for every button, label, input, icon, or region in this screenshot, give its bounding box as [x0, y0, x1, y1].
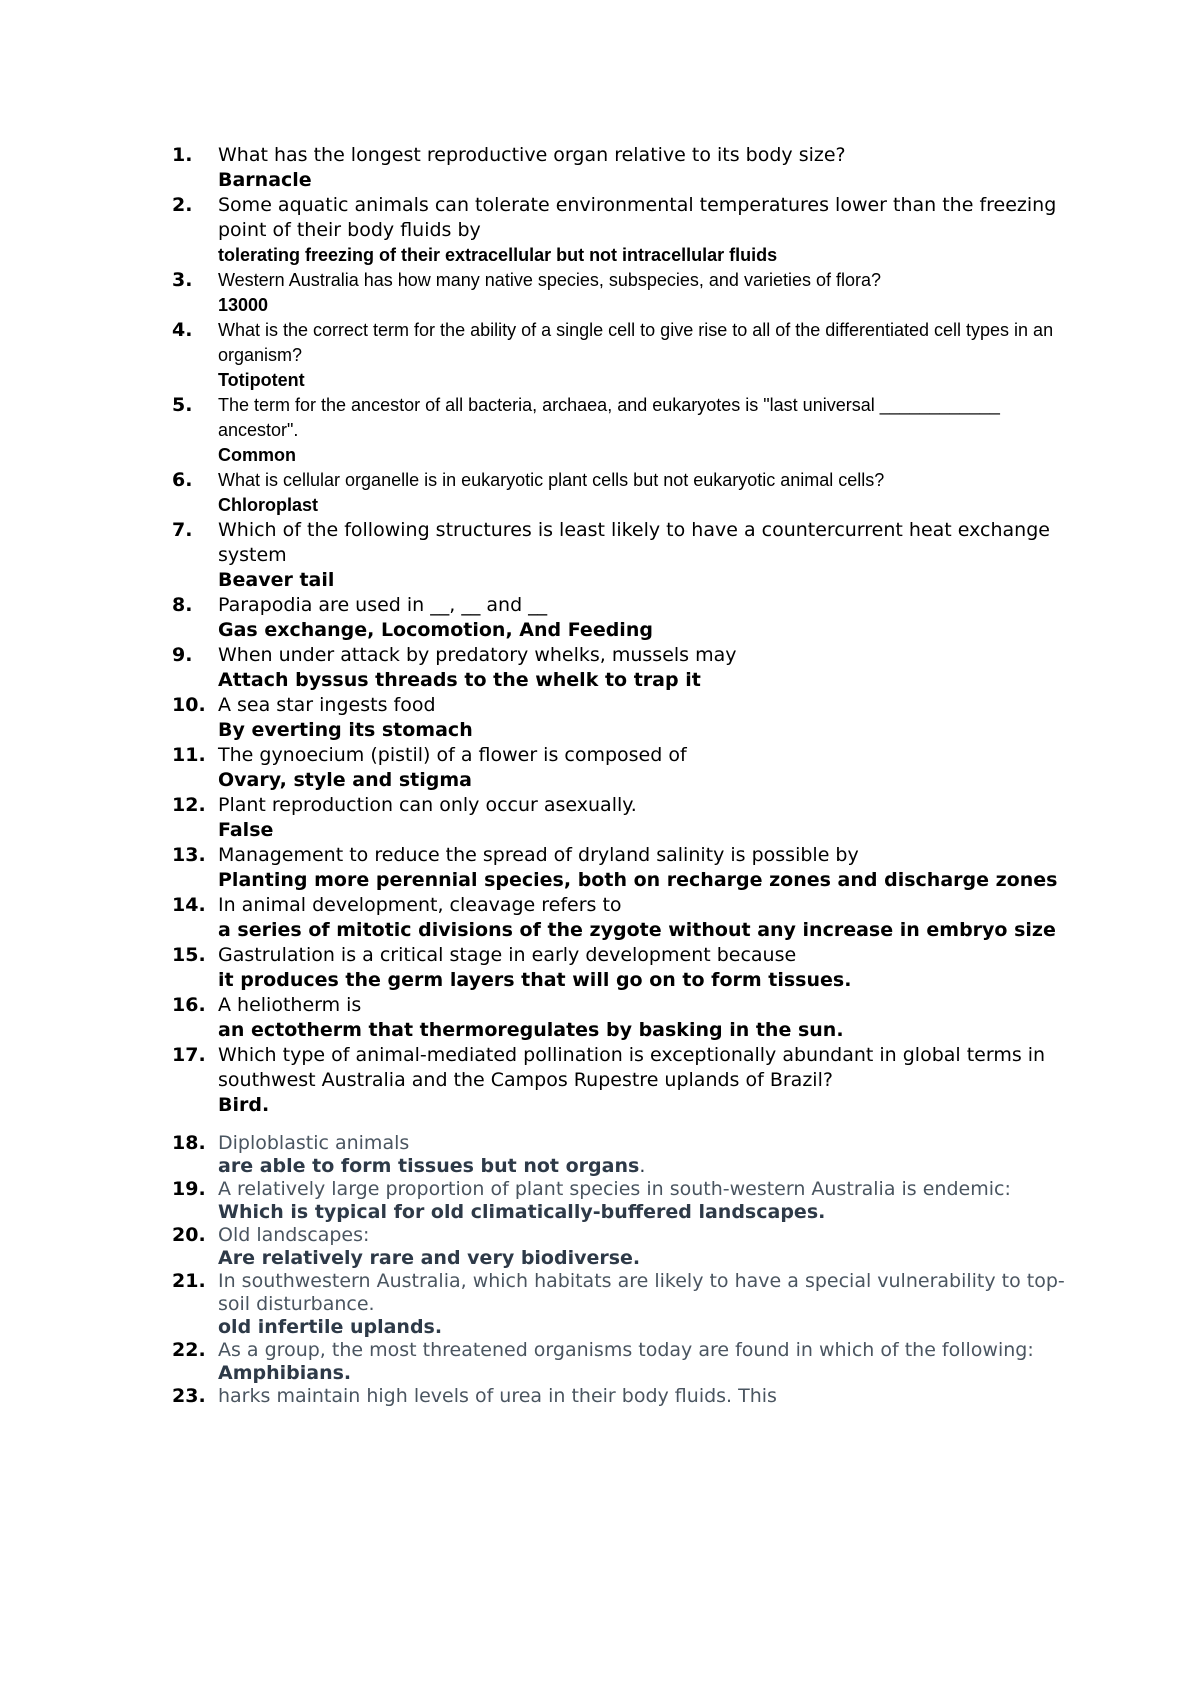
list-item	[172, 1224, 1072, 1270]
item-number: 7.	[172, 519, 193, 541]
question-text: Parapodia are used in __, __ and __	[218, 594, 548, 616]
answer-text: Beaver tail	[218, 569, 335, 591]
item-number: 14.	[172, 894, 206, 916]
item-number: 21.	[172, 1270, 206, 1292]
answer-line	[218, 1155, 1072, 1178]
answer-tail: .	[639, 1155, 646, 1177]
spacer	[172, 1118, 1072, 1132]
question-text: As a group, the most threatened organisms today are found in which of the following:	[218, 1339, 1034, 1361]
list-item	[172, 193, 1072, 268]
item-number: 23.	[172, 1385, 206, 1407]
item-number: 19.	[172, 1178, 206, 1200]
list-item	[172, 1178, 1072, 1224]
answer-text: By everting its stomach	[218, 719, 473, 741]
answer-text: Amphibians.	[218, 1362, 352, 1384]
answer-text: Common	[218, 445, 296, 465]
list-item	[172, 693, 1072, 743]
question-text: In animal development, cleavage refers to	[218, 894, 622, 916]
item-number: 17.	[172, 1044, 206, 1066]
list-item	[172, 893, 1072, 943]
list-item	[172, 793, 1072, 843]
list-item	[172, 318, 1072, 393]
answer-text: 13000	[218, 295, 269, 315]
question-text: Which of the following structures is least likely to have a countercurrent heat exchange system	[218, 519, 1050, 566]
question-list	[172, 143, 1072, 1408]
list-item	[172, 143, 1072, 193]
item-number: 8.	[172, 594, 193, 616]
list-item	[172, 518, 1072, 593]
item-number: 5.	[172, 394, 193, 416]
answer-text: it produces the germ layers that will go on to form tissues.	[218, 969, 852, 991]
answer-text: old infertile uplands.	[218, 1316, 443, 1338]
list-item	[172, 1385, 1072, 1408]
item-number: 15.	[172, 944, 206, 966]
list-item	[172, 593, 1072, 643]
question-text: A relatively large proportion of plant species in south-western Australia is endemic:	[218, 1178, 1011, 1200]
answer-text: Attach byssus threads to the whelk to trap it	[218, 669, 701, 691]
answer-text: Which is typical for old climatically-buffered landscapes.	[218, 1201, 826, 1223]
question-text: harks maintain high levels of urea in their body fluids. This	[218, 1385, 777, 1407]
answer-text: Are relatively rare and very biodiverse.	[218, 1247, 641, 1269]
item-number: 2.	[172, 194, 193, 216]
question-text: In southwestern Australia, which habitats are likely to have a special vulnerability to top-soil disturbance.	[218, 1270, 1065, 1315]
item-number: 13.	[172, 844, 206, 866]
item-number: 4.	[172, 319, 193, 341]
answer-text: Planting more perennial species, both on recharge zones and discharge zones	[218, 869, 1058, 891]
answer-text: Chloroplast	[218, 495, 319, 515]
answer-text: Ovary, style and stigma	[218, 769, 472, 791]
question-text: Which type of animal-mediated pollination is exceptionally abundant in global terms in southwest Australia and the Campos Rupestre uplands of Brazil?	[218, 1044, 1046, 1091]
item-number: 6.	[172, 469, 193, 491]
question-text: What is the correct term for the ability of a single cell to give rise to all of the differentiated cell types in an organism?	[218, 320, 1054, 365]
item-number: 18.	[172, 1132, 206, 1154]
list-item	[172, 1270, 1072, 1339]
question-text: Gastrulation is a critical stage in early development because	[218, 944, 797, 966]
item-number: 20.	[172, 1224, 206, 1246]
answer-text: Gas exchange, Locomotion, And Feeding	[218, 619, 653, 641]
list-item	[172, 1043, 1072, 1118]
list-item	[172, 993, 1072, 1043]
question-text: What has the longest reproductive organ relative to its body size?	[218, 144, 846, 166]
item-number: 11.	[172, 744, 206, 766]
item-number: 16.	[172, 994, 206, 1016]
list-item	[172, 268, 1072, 318]
answer-text: a series of mitotic divisions of the zygote without any increase in embryo size	[218, 919, 1056, 941]
item-number: 1.	[172, 144, 193, 166]
question-text: Plant reproduction can only occur asexually.	[218, 794, 637, 816]
question-text: What is cellular organelle is in eukaryotic plant cells but not eukaryotic animal cells?	[218, 470, 885, 490]
question-text: Diploblastic animals	[218, 1132, 410, 1154]
answer-text: an ectotherm that thermoregulates by basking in the sun.	[218, 1019, 844, 1041]
list-item	[172, 468, 1072, 518]
answer-text: False	[218, 819, 274, 841]
list-item	[172, 643, 1072, 693]
list-item	[172, 943, 1072, 993]
question-text: A sea star ingests food	[218, 694, 436, 716]
list-item	[172, 743, 1072, 793]
answer-text: tolerating freezing of their extracellular but not intracellular fluids	[218, 245, 778, 265]
item-number: 10.	[172, 694, 206, 716]
list-item	[172, 393, 1072, 468]
question-text: The term for the ancestor of all bacteria, archaea, and eukaryotes is "last universal ____________ ancestor".	[218, 395, 1000, 440]
answer-text: Totipotent	[218, 370, 305, 390]
question-text: Western Australia has how many native species, subspecies, and varieties of flora?	[218, 270, 882, 290]
list-item	[172, 1339, 1072, 1385]
question-text: Old landscapes:	[218, 1224, 370, 1246]
question-text: Management to reduce the spread of dryland salinity is possible by	[218, 844, 859, 866]
question-text: When under attack by predatory whelks, mussels may	[218, 644, 737, 666]
answer-text: are able to form tissues but not organs	[218, 1155, 640, 1177]
item-number: 22.	[172, 1339, 206, 1361]
list-item	[172, 1132, 1072, 1178]
question-text: Some aquatic animals can tolerate environmental temperatures lower than the freezing point of their body fluids by	[218, 194, 1057, 241]
list-item	[172, 843, 1072, 893]
answer-text: Bird.	[218, 1094, 270, 1116]
item-number: 12.	[172, 794, 206, 816]
answer-text: Barnacle	[218, 169, 312, 191]
item-number: 9.	[172, 644, 193, 666]
question-text: A heliotherm is	[218, 994, 362, 1016]
question-text: The gynoecium (pistil) of a flower is composed of	[218, 744, 687, 766]
item-number: 3.	[172, 269, 193, 291]
